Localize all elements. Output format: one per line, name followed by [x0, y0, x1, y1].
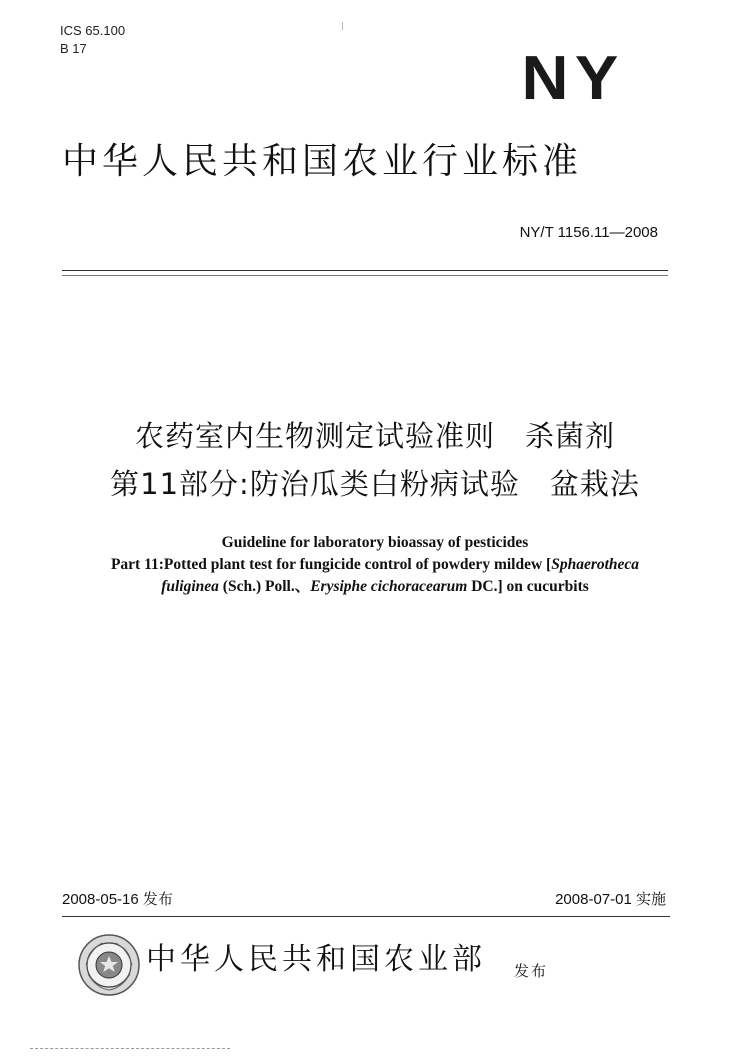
english-title-line-1: Guideline for laboratory bioassay of pesticides [221, 534, 529, 551]
chinese-title-main: 农药室内生物测定试验准则 [134, 419, 495, 453]
standard-category: 中华人民共和国农业行业标准 [62, 141, 583, 182]
publisher-name: 中华人民共和国农业部 [146, 942, 486, 977]
chinese-title-line-2 [0, 462, 750, 506]
ny-logo: NY [521, 44, 625, 113]
ics-code: ICS 65.100 [60, 23, 126, 38]
effective-date: 2008-07-01 实施 [555, 891, 666, 908]
english-title-line-2: Part 11:Potted plant test for fungicide control of powdery mildew [Sphaerotheca [110, 556, 640, 573]
classification-codes [60, 22, 125, 58]
national-emblem-icon [76, 932, 142, 998]
footer-divider [62, 916, 670, 917]
scan-mark [342, 22, 343, 30]
chinese-title-line-1 [0, 414, 750, 458]
ccs-code: B 17 [60, 41, 87, 56]
english-title-line-3: fuliginea (Sch.) Poll.、Erysiphe cichoracearum DC.] on cucurbits [161, 578, 589, 595]
header-divider-secondary [62, 275, 668, 276]
chinese-title-category: 杀菌剂 [525, 419, 616, 453]
date-row [62, 888, 666, 910]
issue-date: 2008-05-16 发布 [62, 891, 173, 908]
publisher-suffix: 发布 [514, 962, 549, 980]
scan-edge-line [30, 1048, 230, 1049]
english-title [40, 532, 710, 598]
chinese-title-method: 盆栽法 [549, 467, 640, 501]
chinese-title-part: 第11部分:防治瓜类白粉病试验 [110, 467, 520, 501]
standard-number: NY/T 1156.11—2008 [519, 224, 658, 241]
header-divider [62, 270, 668, 271]
